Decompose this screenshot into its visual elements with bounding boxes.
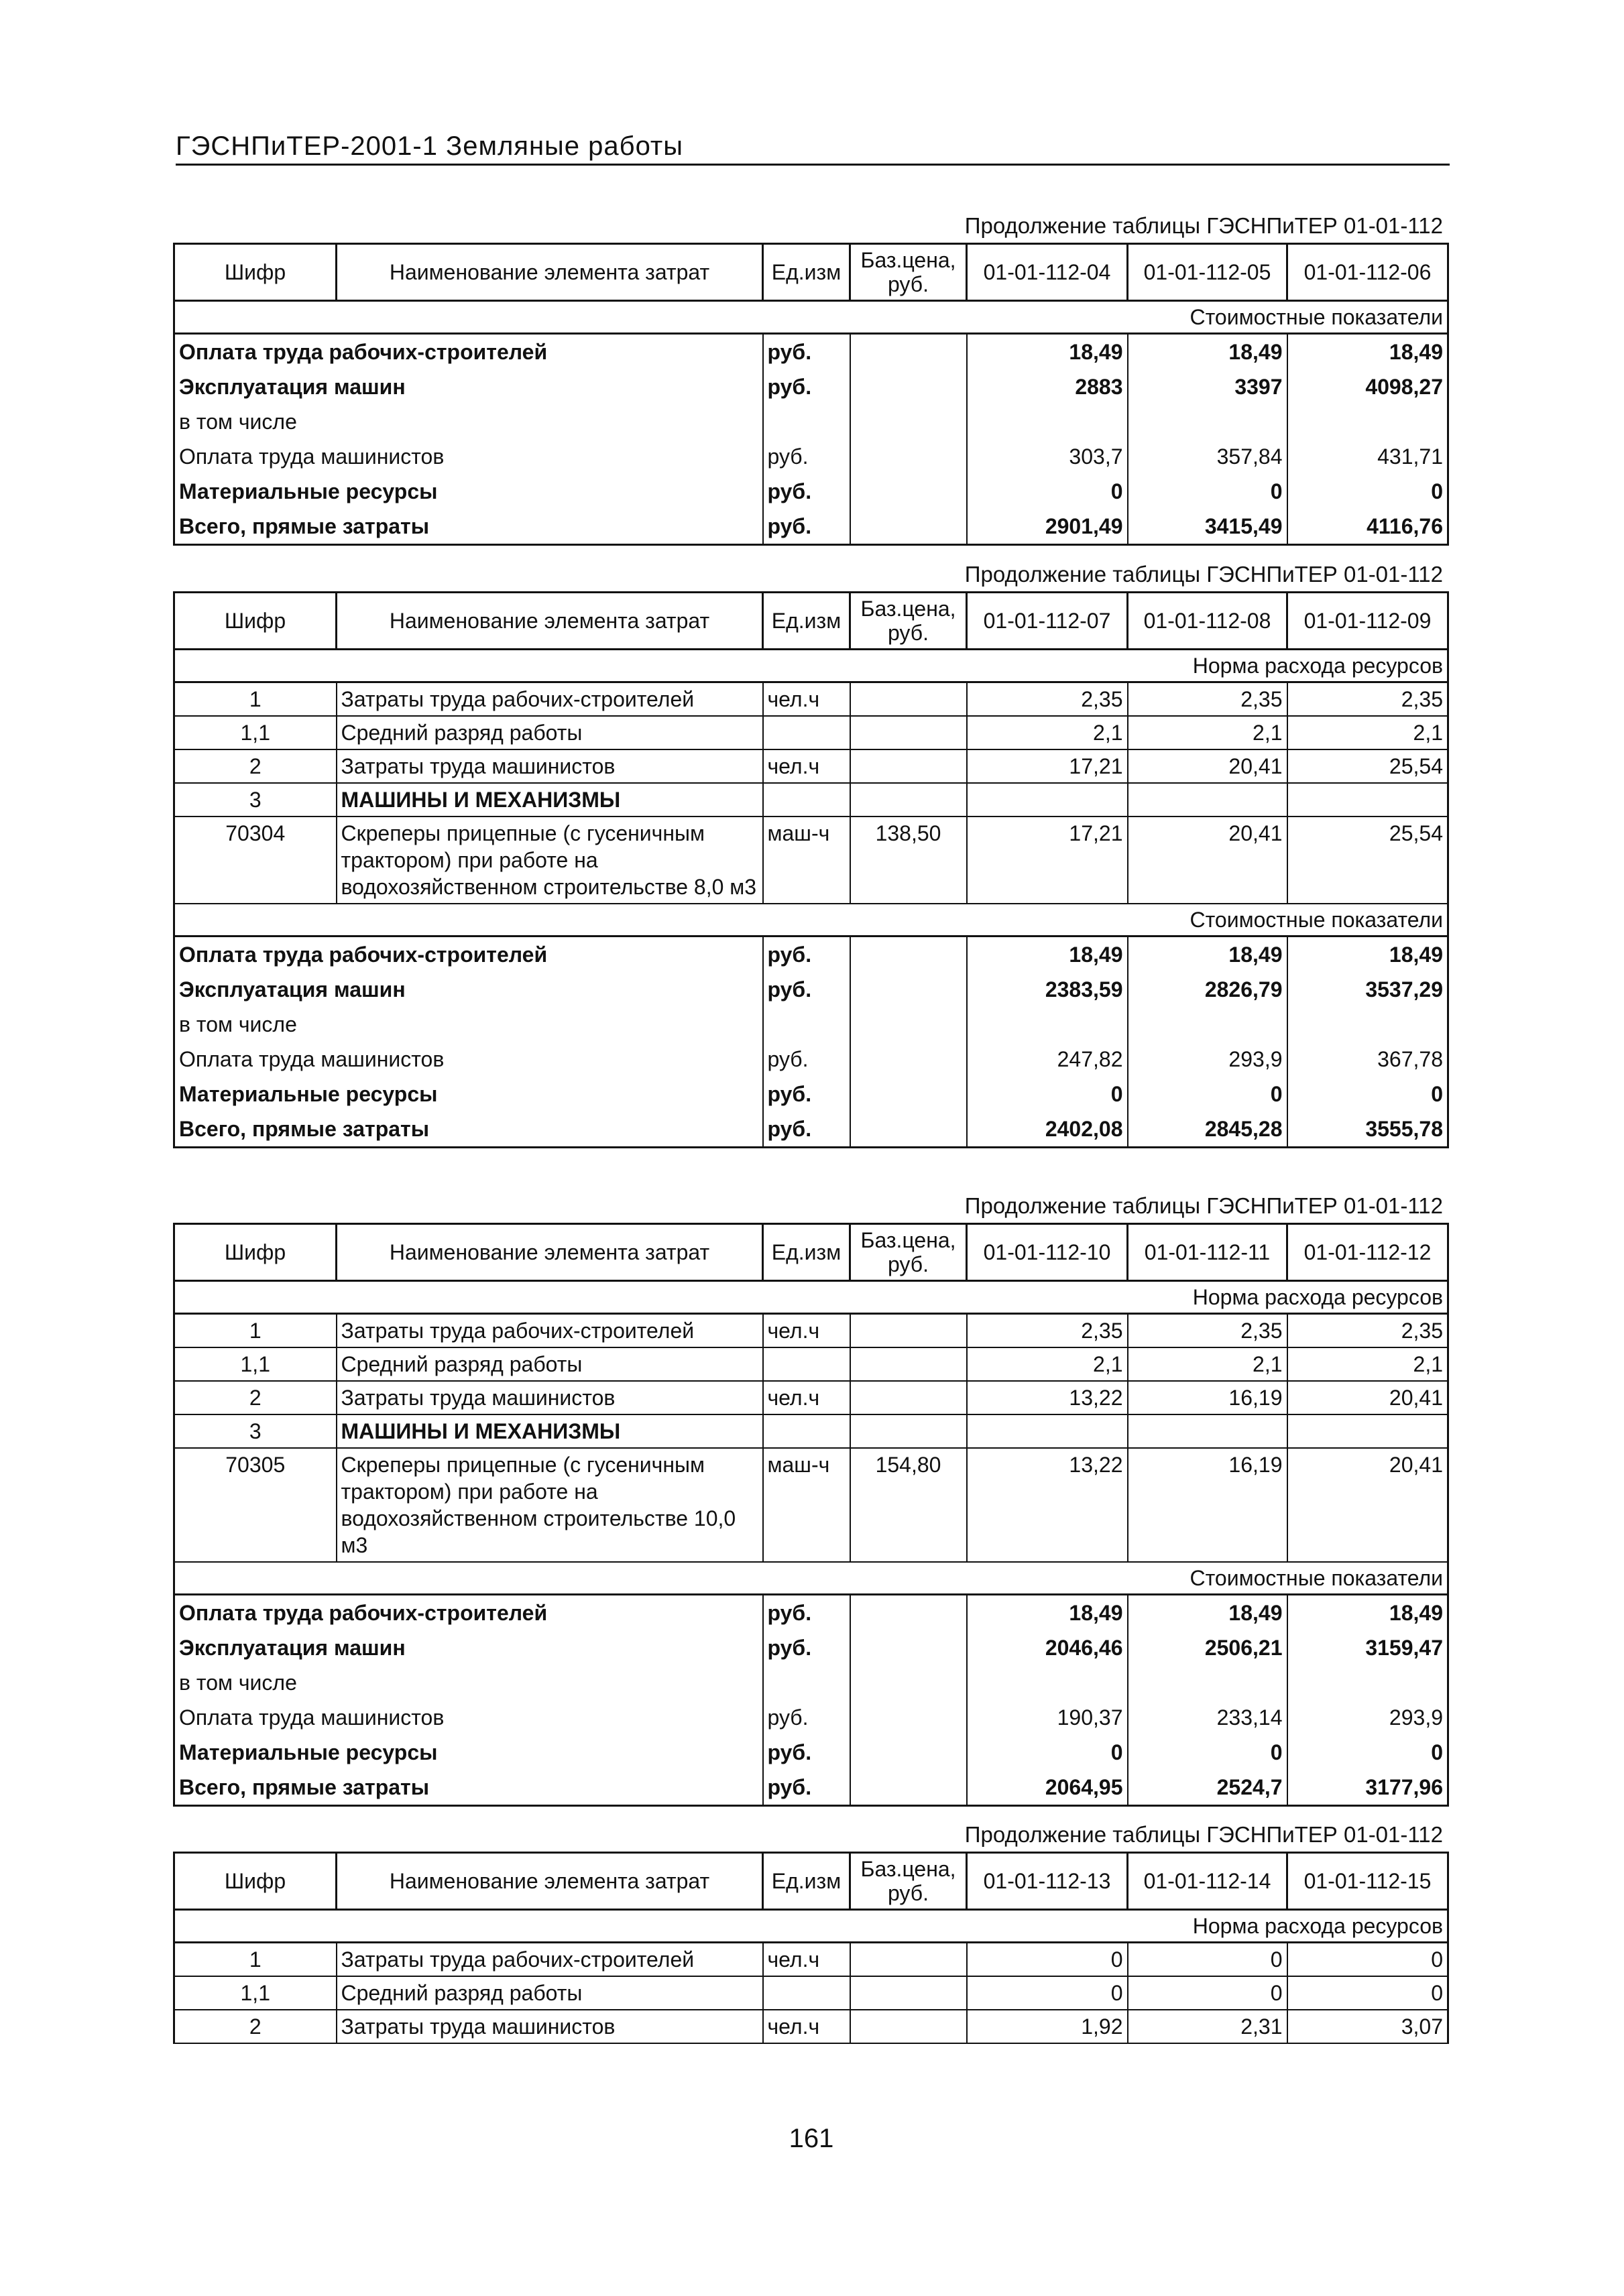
- resource-code: 1,1: [174, 1976, 337, 2010]
- resource-unit: [763, 783, 850, 817]
- resource-name: Затраты труда рабочих-строителей: [337, 1943, 763, 1977]
- resource-base-price: [850, 1414, 967, 1448]
- norm-value: 2,31: [1128, 2010, 1287, 2043]
- cost-unit: руб.: [763, 1700, 850, 1735]
- cost-value: 0: [1128, 1735, 1287, 1770]
- norm-value: [1287, 1414, 1448, 1448]
- cost-label: Всего, прямые затраты: [174, 509, 763, 545]
- cost-row: [174, 1111, 1448, 1148]
- resource-code: 1,1: [174, 716, 337, 749]
- resource-base-price: [850, 1943, 967, 1977]
- cost-value: 0: [1287, 1077, 1448, 1111]
- band-row: [174, 650, 1448, 682]
- cost-row: [174, 1077, 1448, 1111]
- cost-value: 2883: [967, 369, 1128, 404]
- resource-base-price: [850, 1976, 967, 2010]
- cost-value: 4098,27: [1287, 369, 1448, 404]
- cost-value: 3159,47: [1287, 1630, 1448, 1665]
- norm-value: 25,54: [1287, 749, 1448, 783]
- cost-value: 0: [967, 1735, 1128, 1770]
- band-row: [174, 904, 1448, 936]
- base-price-cell: [850, 404, 967, 439]
- cost-label: Всего, прямые затраты: [174, 1770, 763, 1806]
- col-header-item: 01-01-112-10: [967, 1224, 1128, 1281]
- norm-row: [174, 749, 1448, 783]
- base-price-cell: [850, 334, 967, 370]
- cost-label: Материальные ресурсы: [174, 474, 763, 509]
- cost-label: Оплата труда рабочих-строителей: [174, 1595, 763, 1631]
- resource-unit: чел.ч: [763, 682, 850, 717]
- cost-value: 3415,49: [1128, 509, 1287, 545]
- col-header-base-price: Баз.цена, руб.: [850, 593, 967, 650]
- cost-row: [174, 1770, 1448, 1806]
- table-section-2: [173, 558, 1447, 1148]
- resource-name: МАШИНЫ И МЕХАНИЗМЫ: [337, 1414, 763, 1448]
- page-number: 161: [789, 2124, 834, 2153]
- base-price-cell: [850, 369, 967, 404]
- resource-unit: [763, 1347, 850, 1381]
- norm-value: 17,21: [967, 817, 1128, 904]
- norm-band-label: Норма расхода ресурсов: [174, 1281, 1448, 1314]
- resource-unit: чел.ч: [763, 1943, 850, 1977]
- norm-band-label: Норма расхода ресурсов: [174, 1910, 1448, 1943]
- cost-unit: руб.: [763, 1630, 850, 1665]
- cost-label: Оплата труда машинистов: [174, 439, 763, 474]
- cost-value: 18,49: [1287, 1595, 1448, 1631]
- cost-value: 190,37: [967, 1700, 1128, 1735]
- resource-unit: [763, 1414, 850, 1448]
- band-row: [174, 1910, 1448, 1943]
- cost-row: [174, 1007, 1448, 1042]
- norm-value: 2,1: [1128, 1347, 1287, 1381]
- band-row: [174, 301, 1448, 334]
- cost-value: 18,49: [1128, 936, 1287, 973]
- cost-band-label: Стоимостные показатели: [174, 301, 1448, 334]
- cost-unit: руб.: [763, 1770, 850, 1806]
- cost-value: 2383,59: [967, 972, 1128, 1007]
- col-header-base-price: Баз.цена, руб.: [850, 1224, 967, 1281]
- cost-row: [174, 1595, 1448, 1631]
- cost-unit: руб.: [763, 1595, 850, 1631]
- cost-row: [174, 1630, 1448, 1665]
- col-header-name: Наименование элемента затрат: [337, 244, 763, 301]
- norm-value: 20,41: [1128, 749, 1287, 783]
- resource-base-price: [850, 1314, 967, 1348]
- norm-row: [174, 817, 1448, 904]
- norm-value: 2,1: [967, 716, 1128, 749]
- norm-value: 20,41: [1128, 817, 1287, 904]
- cost-value: 2826,79: [1128, 972, 1287, 1007]
- col-header-name: Наименование элемента затрат: [337, 1224, 763, 1281]
- cost-unit: руб.: [763, 972, 850, 1007]
- cost-value: [1287, 1007, 1448, 1042]
- norm-value: 2,1: [1287, 1347, 1448, 1381]
- cost-unit: руб.: [763, 1735, 850, 1770]
- cost-row: [174, 404, 1448, 439]
- cost-table: [173, 1852, 1449, 2044]
- col-header-name: Наименование элемента затрат: [337, 1853, 763, 1910]
- norm-row: [174, 783, 1448, 817]
- cost-row: [174, 509, 1448, 545]
- norm-value: 0: [1287, 1943, 1448, 1977]
- resource-code: 1: [174, 1943, 337, 1977]
- norm-value: 2,35: [967, 682, 1128, 717]
- table-caption: Продолжение таблицы ГЭСНПиТЕР 01-01-112: [964, 1193, 1443, 1218]
- resource-base-price: [850, 716, 967, 749]
- resource-name: МАШИНЫ И МЕХАНИЗМЫ: [337, 783, 763, 817]
- col-header-unit: Ед.изм: [763, 1224, 850, 1281]
- col-header-item: 01-01-112-04: [967, 244, 1128, 301]
- norm-value: 2,35: [967, 1314, 1128, 1348]
- base-price-cell: [850, 1077, 967, 1111]
- cost-value: 2506,21: [1128, 1630, 1287, 1665]
- resource-base-price: [850, 1347, 967, 1381]
- cost-value: [1287, 404, 1448, 439]
- cost-label: Оплата труда машинистов: [174, 1700, 763, 1735]
- cost-unit: руб.: [763, 369, 850, 404]
- col-header-item: 01-01-112-15: [1287, 1853, 1448, 1910]
- cost-table: [173, 1223, 1449, 1807]
- cost-value: 0: [1287, 1735, 1448, 1770]
- norm-value: [967, 1414, 1128, 1448]
- cost-row: [174, 1735, 1448, 1770]
- header-rule: [176, 164, 1450, 166]
- resource-name: Затраты труда машинистов: [337, 1381, 763, 1414]
- cost-value: 18,49: [967, 1595, 1128, 1631]
- cost-value: [967, 1665, 1128, 1700]
- col-header-code: Шифр: [174, 593, 337, 650]
- col-header-item: 01-01-112-07: [967, 593, 1128, 650]
- cost-value: 0: [967, 1077, 1128, 1111]
- cost-row: [174, 1665, 1448, 1700]
- resource-code: 3: [174, 1414, 337, 1448]
- cost-value: 4116,76: [1287, 509, 1448, 545]
- cost-value: 303,7: [967, 439, 1128, 474]
- resource-code: 70304: [174, 817, 337, 904]
- resource-name: Затраты труда рабочих-строителей: [337, 682, 763, 717]
- col-header-code: Шифр: [174, 1853, 337, 1910]
- cost-value: 18,49: [1287, 936, 1448, 973]
- base-price-cell: [850, 936, 967, 973]
- cost-label: Эксплуатация машин: [174, 972, 763, 1007]
- col-header-code: Шифр: [174, 1224, 337, 1281]
- norm-value: 0: [967, 1976, 1128, 2010]
- resource-base-price: [850, 2010, 967, 2043]
- cost-unit: [763, 1665, 850, 1700]
- resource-unit: маш-ч: [763, 817, 850, 904]
- cost-row: [174, 439, 1448, 474]
- norm-value: 3,07: [1287, 2010, 1448, 2043]
- norm-value: 0: [1287, 1976, 1448, 2010]
- cost-label: в том числе: [174, 1007, 763, 1042]
- norm-row: [174, 1314, 1448, 1348]
- cost-row: [174, 1700, 1448, 1735]
- cost-value: 357,84: [1128, 439, 1287, 474]
- cost-value: [967, 1007, 1128, 1042]
- norm-value: 2,1: [967, 1347, 1128, 1381]
- resource-name: Затраты труда машинистов: [337, 749, 763, 783]
- norm-row: [174, 1943, 1448, 1977]
- norm-value: [1287, 783, 1448, 817]
- col-header-code: Шифр: [174, 244, 337, 301]
- cost-unit: руб.: [763, 1042, 850, 1077]
- norm-band-label: Норма расхода ресурсов: [174, 650, 1448, 682]
- base-price-cell: [850, 1042, 967, 1077]
- base-price-cell: [850, 1630, 967, 1665]
- cost-value: 233,14: [1128, 1700, 1287, 1735]
- col-header-base-price: Баз.цена, руб.: [850, 1853, 967, 1910]
- header-row: [174, 593, 1448, 650]
- cost-unit: [763, 404, 850, 439]
- cost-value: 293,9: [1287, 1700, 1448, 1735]
- norm-value: [967, 783, 1128, 817]
- resource-base-price: [850, 1381, 967, 1414]
- resource-unit: чел.ч: [763, 749, 850, 783]
- norm-value: 2,35: [1287, 1314, 1448, 1348]
- col-header-item: 01-01-112-05: [1128, 244, 1287, 301]
- norm-value: 13,22: [967, 1448, 1128, 1562]
- table-caption: Продолжение таблицы ГЭСНПиТЕР 01-01-112: [964, 213, 1443, 238]
- table-section-1: [173, 209, 1447, 546]
- base-price-cell: [850, 1111, 967, 1148]
- cost-value: 2845,28: [1128, 1111, 1287, 1148]
- cost-value: 2064,95: [967, 1770, 1128, 1806]
- norm-value: 0: [1128, 1976, 1287, 2010]
- resource-unit: маш-ч: [763, 1448, 850, 1562]
- resource-code: 1: [174, 1314, 337, 1348]
- resource-code: 2: [174, 2010, 337, 2043]
- col-header-unit: Ед.изм: [763, 593, 850, 650]
- norm-value: 0: [967, 1943, 1128, 1977]
- cost-value: 18,49: [1128, 334, 1287, 370]
- cost-unit: руб.: [763, 474, 850, 509]
- cost-value: 293,9: [1128, 1042, 1287, 1077]
- cost-label: в том числе: [174, 404, 763, 439]
- norm-value: 2,35: [1287, 682, 1448, 717]
- cost-unit: руб.: [763, 439, 850, 474]
- col-header-item: 01-01-112-09: [1287, 593, 1448, 650]
- norm-value: 25,54: [1287, 817, 1448, 904]
- norm-value: 13,22: [967, 1381, 1128, 1414]
- base-price-cell: [850, 1770, 967, 1806]
- table-section-3: [173, 1189, 1447, 1807]
- norm-value: 20,41: [1287, 1448, 1448, 1562]
- header-row: [174, 244, 1448, 301]
- base-price-cell: [850, 439, 967, 474]
- col-header-item: 01-01-112-06: [1287, 244, 1448, 301]
- cost-value: 3397: [1128, 369, 1287, 404]
- norm-value: 2,35: [1128, 682, 1287, 717]
- resource-base-price: [850, 783, 967, 817]
- norm-row: [174, 1381, 1448, 1414]
- band-row: [174, 1281, 1448, 1314]
- norm-row: [174, 1448, 1448, 1562]
- base-price-cell: [850, 972, 967, 1007]
- base-price-cell: [850, 1595, 967, 1631]
- cost-table: [173, 243, 1449, 546]
- cost-row: [174, 369, 1448, 404]
- resource-unit: чел.ч: [763, 1381, 850, 1414]
- header-row: [174, 1853, 1448, 1910]
- cost-unit: руб.: [763, 936, 850, 973]
- resource-code: 1: [174, 682, 337, 717]
- cost-table: [173, 591, 1449, 1148]
- cost-value: 2046,46: [967, 1630, 1128, 1665]
- resource-name: Средний разряд работы: [337, 716, 763, 749]
- cost-row: [174, 1042, 1448, 1077]
- cost-row: [174, 936, 1448, 973]
- cost-value: 2524,7: [1128, 1770, 1287, 1806]
- norm-value: 0: [1128, 1943, 1287, 1977]
- norm-row: [174, 1347, 1448, 1381]
- cost-value: [1128, 1007, 1287, 1042]
- resource-base-price: [850, 682, 967, 717]
- col-header-item: 01-01-112-11: [1128, 1224, 1287, 1281]
- base-price-cell: [850, 474, 967, 509]
- col-header-unit: Ед.изм: [763, 1853, 850, 1910]
- cost-value: 2901,49: [967, 509, 1128, 545]
- cost-value: 0: [1128, 1077, 1287, 1111]
- col-header-name: Наименование элемента затрат: [337, 593, 763, 650]
- cost-unit: руб.: [763, 509, 850, 545]
- cost-value: 3537,29: [1287, 972, 1448, 1007]
- cost-unit: руб.: [763, 1111, 850, 1148]
- cost-label: Эксплуатация машин: [174, 369, 763, 404]
- cost-value: 18,49: [967, 936, 1128, 973]
- resource-code: 2: [174, 749, 337, 783]
- col-header-item: 01-01-112-08: [1128, 593, 1287, 650]
- norm-value: 20,41: [1287, 1381, 1448, 1414]
- cost-label: Оплата труда рабочих-строителей: [174, 936, 763, 973]
- band-row: [174, 1562, 1448, 1595]
- cost-unit: [763, 1007, 850, 1042]
- cost-label: в том числе: [174, 1665, 763, 1700]
- table-caption: Продолжение таблицы ГЭСНПиТЕР 01-01-112: [964, 1822, 1443, 1847]
- cost-value: 431,71: [1287, 439, 1448, 474]
- cost-value: [1287, 1665, 1448, 1700]
- cost-row: [174, 474, 1448, 509]
- cost-unit: руб.: [763, 1077, 850, 1111]
- cost-value: 18,49: [967, 334, 1128, 370]
- resource-name: Скреперы прицепные (с гусеничным трактором) при работе на водохозяйственном строительстве 8,0 м3: [337, 817, 763, 904]
- resource-base-price: [850, 749, 967, 783]
- cost-row: [174, 972, 1448, 1007]
- cost-row: [174, 334, 1448, 370]
- resource-name: Затраты труда машинистов: [337, 2010, 763, 2043]
- resource-unit: [763, 716, 850, 749]
- cost-unit: руб.: [763, 334, 850, 370]
- resource-code: 1,1: [174, 1347, 337, 1381]
- col-header-base-price: Баз.цена, руб.: [850, 244, 967, 301]
- base-price-cell: [850, 1007, 967, 1042]
- resource-unit: чел.ч: [763, 1314, 850, 1348]
- resource-name: Средний разряд работы: [337, 1347, 763, 1381]
- resource-name: Затраты труда рабочих-строителей: [337, 1314, 763, 1348]
- resource-name: Скреперы прицепные (с гусеничным трактором) при работе на водохозяйственном строительстве 10,0 м3: [337, 1448, 763, 1562]
- base-price-cell: [850, 1735, 967, 1770]
- norm-value: 17,21: [967, 749, 1128, 783]
- col-header-item: 01-01-112-13: [967, 1853, 1128, 1910]
- table-caption: Продолжение таблицы ГЭСНПиТЕР 01-01-112: [964, 562, 1443, 587]
- base-price-cell: [850, 1700, 967, 1735]
- norm-value: 2,1: [1128, 716, 1287, 749]
- norm-value: 16,19: [1128, 1381, 1287, 1414]
- col-header-unit: Ед.изм: [763, 244, 850, 301]
- col-header-item: 01-01-112-14: [1128, 1853, 1287, 1910]
- resource-code: 70305: [174, 1448, 337, 1562]
- running-header: ГЭСНПиТЕР-2001-1 Земляные работы: [176, 131, 683, 161]
- norm-value: 1,92: [967, 2010, 1128, 2043]
- norm-value: 2,35: [1128, 1314, 1287, 1348]
- norm-row: [174, 716, 1448, 749]
- norm-row: [174, 1976, 1448, 2010]
- cost-value: 0: [967, 474, 1128, 509]
- norm-value: [1128, 1414, 1287, 1448]
- cost-value: [1128, 404, 1287, 439]
- cost-label: Всего, прямые затраты: [174, 1111, 763, 1148]
- resource-unit: [763, 1976, 850, 2010]
- cost-value: 0: [1128, 474, 1287, 509]
- cost-label: Материальные ресурсы: [174, 1077, 763, 1111]
- cost-value: 367,78: [1287, 1042, 1448, 1077]
- cost-value: 247,82: [967, 1042, 1128, 1077]
- norm-value: 2,1: [1287, 716, 1448, 749]
- cost-value: 18,49: [1128, 1595, 1287, 1631]
- resource-unit: чел.ч: [763, 2010, 850, 2043]
- cost-value: 2402,08: [967, 1111, 1128, 1148]
- cost-value: 3555,78: [1287, 1111, 1448, 1148]
- norm-value: 16,19: [1128, 1448, 1287, 1562]
- cost-band-label: Стоимостные показатели: [174, 1562, 1448, 1595]
- cost-value: 3177,96: [1287, 1770, 1448, 1806]
- cost-label: Оплата труда машинистов: [174, 1042, 763, 1077]
- resource-base-price: 138,50: [850, 817, 967, 904]
- cost-label: Материальные ресурсы: [174, 1735, 763, 1770]
- header-row: [174, 1224, 1448, 1281]
- norm-value: [1128, 783, 1287, 817]
- col-header-item: 01-01-112-12: [1287, 1224, 1448, 1281]
- norm-row: [174, 682, 1448, 717]
- base-price-cell: [850, 509, 967, 545]
- cost-value: 18,49: [1287, 334, 1448, 370]
- norm-row: [174, 2010, 1448, 2043]
- table-section-4: [173, 1818, 1447, 2044]
- cost-value: [1128, 1665, 1287, 1700]
- resource-code: 3: [174, 783, 337, 817]
- cost-value: 0: [1287, 474, 1448, 509]
- cost-label: Оплата труда рабочих-строителей: [174, 334, 763, 370]
- resource-code: 2: [174, 1381, 337, 1414]
- resource-base-price: 154,80: [850, 1448, 967, 1562]
- resource-name: Средний разряд работы: [337, 1976, 763, 2010]
- norm-row: [174, 1414, 1448, 1448]
- cost-value: [967, 404, 1128, 439]
- base-price-cell: [850, 1665, 967, 1700]
- cost-band-label: Стоимостные показатели: [174, 904, 1448, 936]
- cost-label: Эксплуатация машин: [174, 1630, 763, 1665]
